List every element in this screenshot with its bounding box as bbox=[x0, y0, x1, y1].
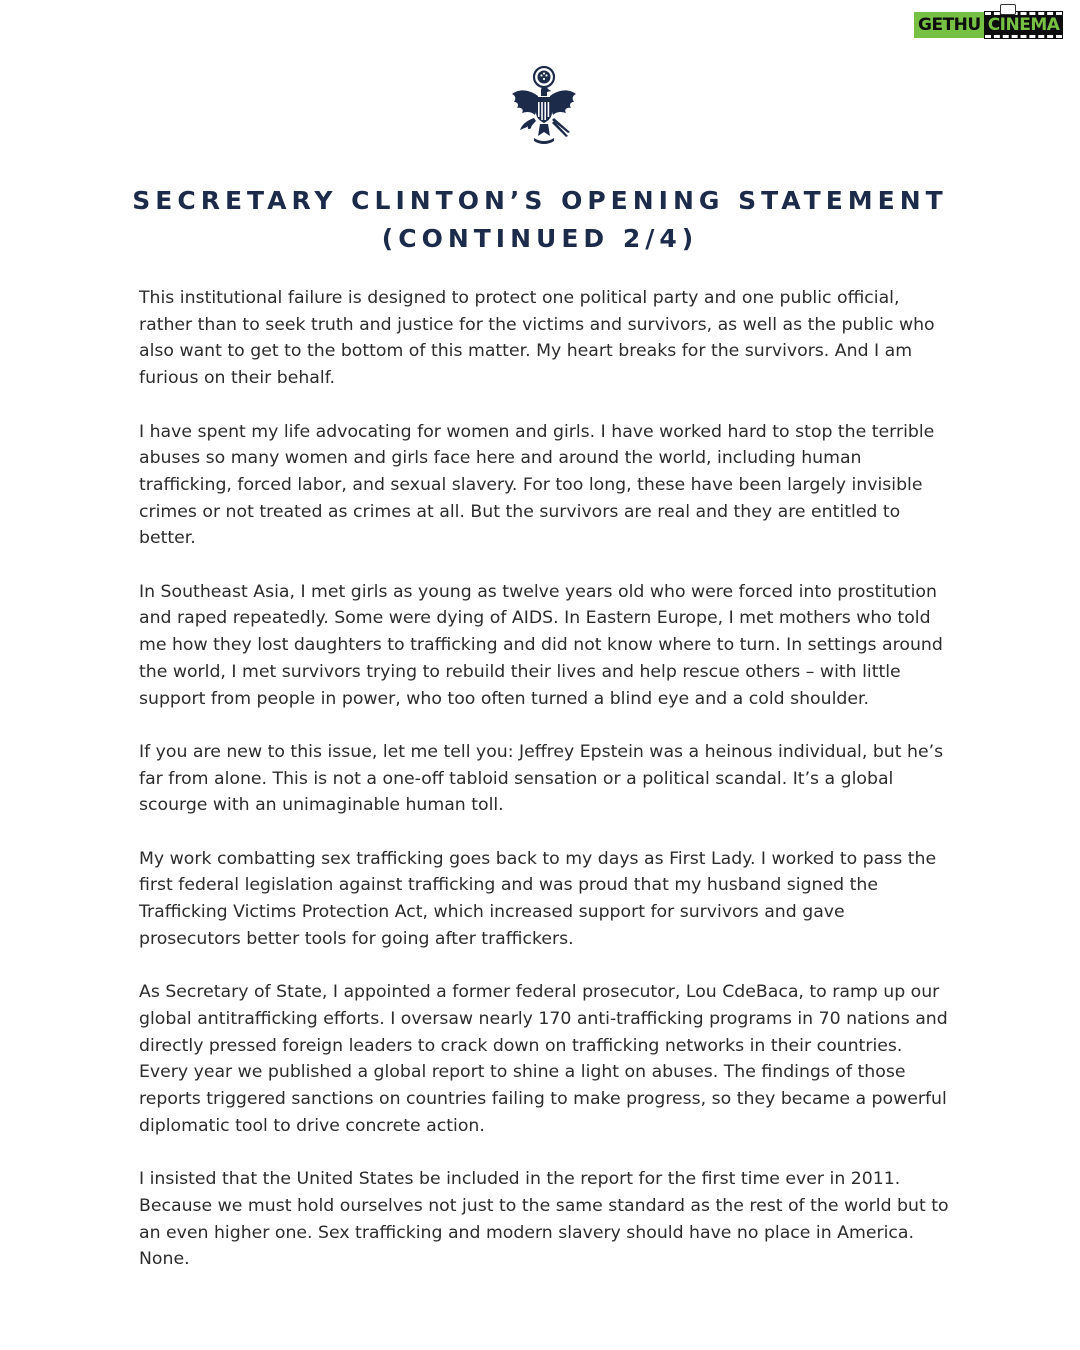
camera-icon bbox=[1000, 4, 1016, 15]
page-title: SECRETARY CLINTON’S OPENING STATEMENT bbox=[132, 186, 948, 215]
paragraph-2: I have spent my life advocating for women and girls. I have worked hard to stop the terrible abuses so many women and girls face here and around the world, including human trafficking, forced labor, and sexual slavery. For too long, these have been largely invisible crimes or not treated as crimes at all. But the survivors are real and they are entitled to better. bbox=[139, 421, 935, 549]
watermark-brand-right: CINEMA bbox=[985, 12, 1063, 38]
eagle-seal-icon bbox=[508, 66, 580, 148]
paragraph-1: This institutional failure is designed to protect one political party and one public official, rather than to seek truth and justice for the victims and survivors, as well as the public who also want to get to the bottom of this matter. My heart breaks for the survivors. And I am furious on their behalf. bbox=[139, 288, 935, 389]
page-subtitle: (CONTINUED 2/4) bbox=[381, 224, 699, 253]
watermark-brand-left: GETHU bbox=[914, 12, 985, 38]
statement-body bbox=[139, 285, 949, 1300]
paragraph-5: My work combatting sex trafficking goes back to my days as First Lady. I worked to pass the first federal legislation against trafficking and was proud that my husband signed the Trafficking Victims Protection Act, which increased support for survivors and gave prosecutors better tools for going after traffickers. bbox=[139, 848, 937, 949]
paragraph-7: I insisted that the United States be included in the report for the first time ever in 2011. Because we must hold ourselves not just to the same standard as the rest of the world but to an even higher one. Sex trafficking and modern slavery should have no place in America. None. bbox=[139, 1169, 949, 1270]
paragraph-4: If you are new to this issue, let me tell you: Jeffrey Epstein was a heinous individual, but he’s far from alone. This is not a one-off tabloid sensation or a political scandal. It’s a global scourge with an unimaginable human toll. bbox=[139, 741, 944, 816]
watermark-logo bbox=[914, 6, 1074, 46]
paragraph-3: In Southeast Asia, I met girls as young as twelve years old who were forced into prostitution and raped repeatedly. Some were dying of AIDS. In Eastern Europe, I met mothers who told me how they lost daughters to trafficking and did not know where to turn. In settings around the world, I met survivors trying to rebuild their lives and help rescue others – with little support from people in power, who too often turned a blind eye and a cold shoulder. bbox=[139, 581, 943, 709]
paragraph-6: As Secretary of State, I appointed a former federal prosecutor, Lou CdeBaca, to ramp up our global antitrafficking efforts. I oversaw nearly 170 anti-trafficking programs in 70 nations and directly pressed foreign leaders to crack down on trafficking networks in their countries. Every year we published a global report to shine a light on abuses. The findings of those reports triggered sanctions on countries failing to make progress, so they became a powerful diplomatic tool to drive concrete action. bbox=[139, 982, 948, 1136]
